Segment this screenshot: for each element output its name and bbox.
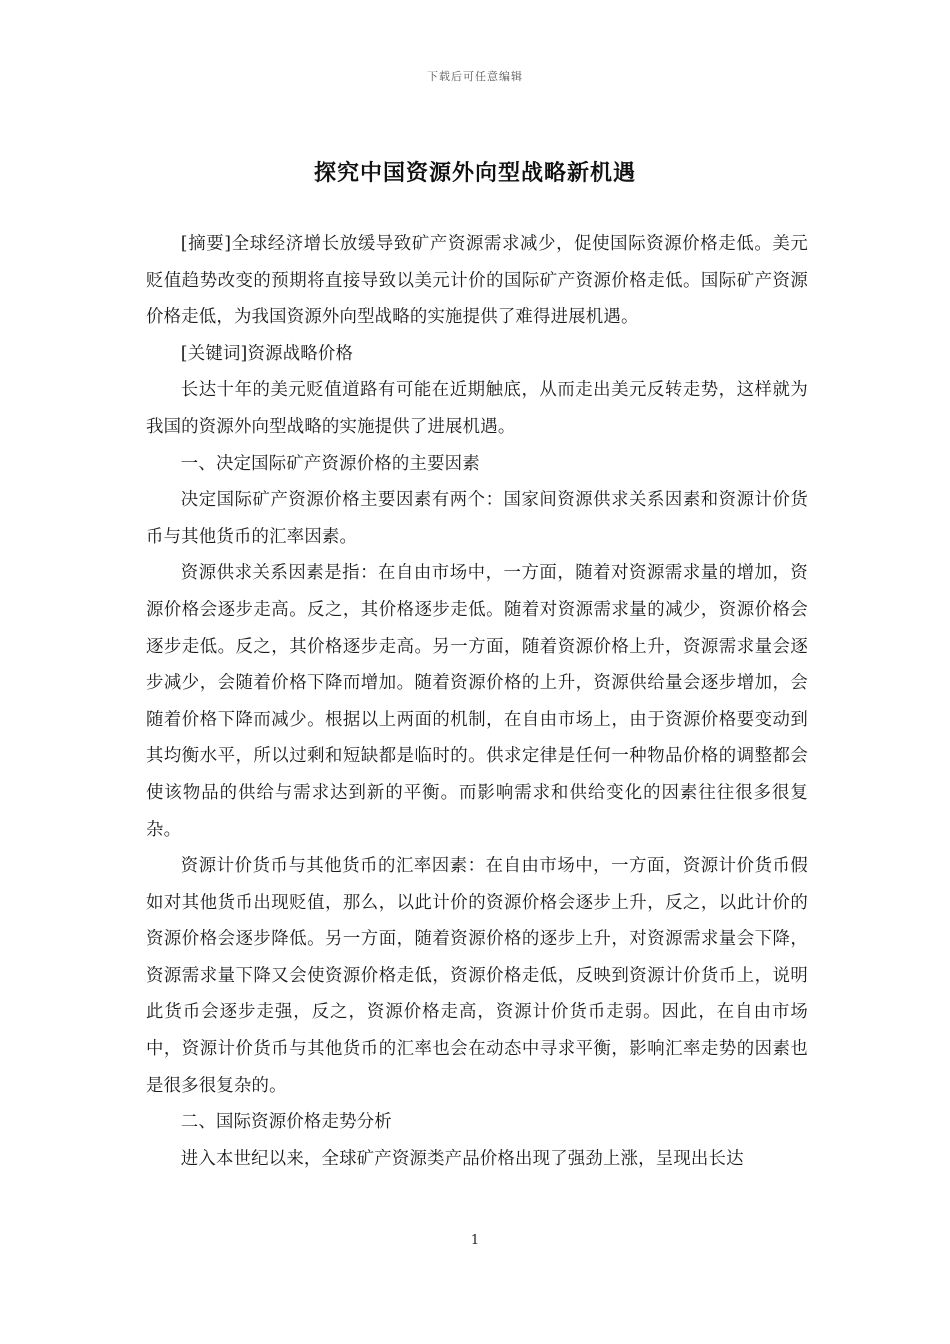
- body-paragraph: 资源计价货币与其他货币的汇率因素：在自由市场中，一方面，资源计价货币假如对其他货币出现贬值，那么，以此计价的资源价格会逐步上升，反之，以此计价的资源价格会逐步降低。另一方面，随着资源价格的逐步上升，对资源需求量会下降，资源需求量下降又会使资源价格走低，资源价格走低，反映到资源计价货币上，说明此货币会逐步走强，反之，资源价格走高，资源计价货币走弱。因此，在自由市场中，资源计价货币与其他货币的汇率也会在动态中寻求平衡，影响汇率走势的因素也是很多很复杂的。: [146, 856, 808, 1096]
- section-heading-1: 一、决定国际矿产资源价格的主要因素: [180, 453, 480, 474]
- page-number: 1: [470, 1233, 480, 1248]
- section-heading-2: 二、国际资源价格走势分析: [180, 1112, 392, 1133]
- body-paragraph: 决定国际矿产资源价格主要因素有两个：国家间资源供求关系因素和资源计价货币与其他货币的汇率因素。: [146, 490, 808, 547]
- abstract-paragraph: [摘要]全球经济增长放缓导致矿产资源需求减少，促使国际资源价格走低。美元贬值趋势改变的预期将直接导致以美元计价的国际矿产资源价格走低。国际矿产资源价格走低，为我国资源外向型战略的实施提供了难得进展机遇。: [146, 234, 808, 328]
- body-paragraph: 进入本世纪以来，全球矿产资源类产品价格出现了强劲上涨，呈现出长达: [180, 1148, 744, 1169]
- document-body: [146, 226, 808, 1177]
- intro-paragraph: 长达十年的美元贬值道路有可能在近期触底，从而走出美元反转走势，这样就为我国的资源外向型战略的实施提供了进展机遇。: [146, 380, 808, 437]
- keywords-paragraph: [关键词]资源战略价格: [180, 343, 354, 364]
- document-title: 探究中国资源外向型战略新机遇: [313, 160, 636, 186]
- body-paragraph: 资源供求关系因素是指：在自由市场中，一方面，随着对资源需求量的增加，资源价格会逐步走高。反之，其价格逐步走低。随着对资源需求量的减少，资源价格会逐步走低。反之，其价格逐步走高。另一方面，随着资源价格上升，资源需求量会逐步减少，会随着价格下降而增加。随着资源价格的上升，资源供给量会逐步增加，会随着价格下降而减少。根据以上两面的机制，在自由市场上，由于资源价格要变动到其均衡水平，所以过剩和短缺都是临时的。供求定律是任何一种物品价格的调整都会使该物品的供给与需求达到新的平衡。而影响需求和供给变化的因素往往很多很复杂。: [146, 563, 808, 840]
- header-note: 下载后可任意编辑: [427, 70, 523, 83]
